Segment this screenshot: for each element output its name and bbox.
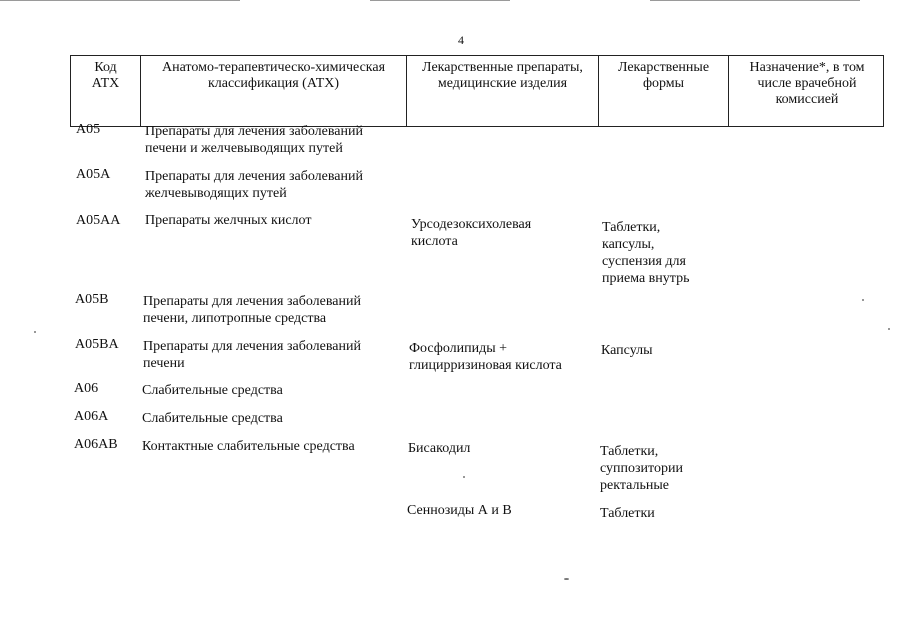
- header-purpose: Назначение*, в том числе врачебной комиссией: [749, 60, 865, 107]
- row-form: Таблетки: [600, 506, 655, 521]
- row-code: A05A: [76, 167, 111, 182]
- table-header: [70, 55, 884, 127]
- row-form: Таблетки, капсулы, суспензия для приема внутрь: [602, 220, 690, 286]
- scan-speck: [34, 331, 36, 333]
- row-code: A05B: [75, 292, 109, 307]
- header-classification: Анатомо-терапевтическо-химическая классификация (АТХ): [141, 56, 407, 126]
- row-classification: Препараты для лечения заболеваний печени: [143, 339, 361, 371]
- row-classification: Контактные слабительные средства: [142, 439, 355, 454]
- row-classification: Препараты желчных кислот: [145, 213, 312, 228]
- row-form: Таблетки, суппозитории ректальные: [600, 444, 683, 493]
- row-code: A06: [74, 381, 99, 396]
- header-forms: Лекарственные формы: [599, 56, 729, 126]
- row-classification: Препараты для лечения заболеваний желчевыводящих путей: [145, 169, 363, 201]
- row-classification: Препараты для лечения заболеваний печени и желчевыводящих путей: [145, 124, 363, 156]
- row-form: Капсулы: [601, 343, 653, 358]
- row-drug: Урсодезоксихолевая кислота: [411, 217, 532, 249]
- scan-speck: [564, 578, 569, 580]
- header-code: Код АТХ: [71, 56, 141, 126]
- scan-edge-line: [650, 0, 860, 1]
- scan-edge-line: [0, 0, 240, 1]
- row-drug: Фосфолипиды + глицирризиновая кислота: [409, 341, 562, 373]
- row-classification: Слабительные средства: [142, 411, 283, 426]
- scan-speck: [862, 299, 864, 301]
- row-classification: Слабительные средства: [142, 383, 283, 398]
- page-number: 4: [458, 33, 464, 47]
- scan-edge-line: [370, 0, 510, 1]
- scan-speck: [463, 476, 465, 478]
- row-code: A05BA: [75, 337, 119, 352]
- row-code: A06A: [74, 409, 109, 424]
- row-code: A05AA: [76, 213, 121, 228]
- row-code: A06AB: [74, 437, 118, 452]
- row-code: A05: [76, 122, 101, 137]
- row-classification: Препараты для лечения заболеваний печени, липотропные средства: [143, 294, 361, 326]
- row-drug: Сеннозиды А и В: [407, 503, 512, 518]
- row-drug: Бисакодил: [408, 441, 471, 456]
- scan-speck: [888, 328, 890, 330]
- header-drugs: Лекарственные препараты, медицинские изделия: [407, 56, 599, 126]
